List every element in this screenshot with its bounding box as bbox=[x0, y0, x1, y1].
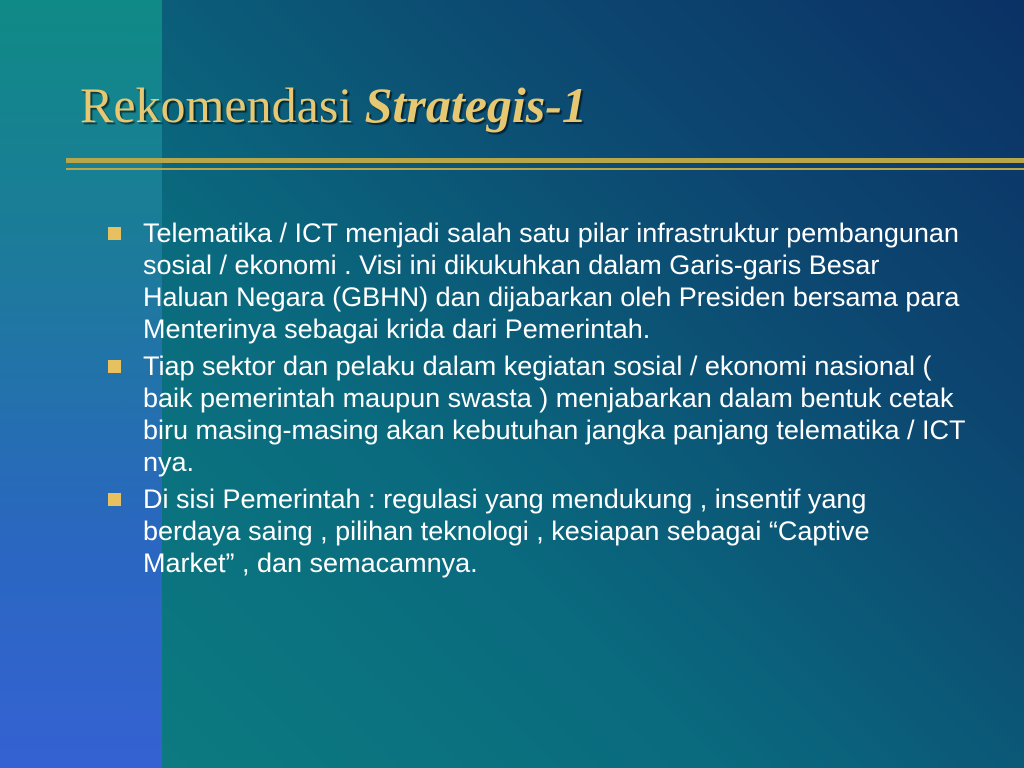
bullet-text: Tiap sektor dan pelaku dalam kegiatan sosial / ekonomi nasional ( baik pemerintah maupun swasta ) menjabarkan dalam bentuk cetak biru masing-masing akan kebutuhan jangka panjang telematika / ICT nya. bbox=[143, 351, 965, 477]
title-divider-thick bbox=[66, 158, 1024, 163]
title-divider-thin bbox=[66, 168, 1024, 170]
bullet-text: Telematika / ICT menjadi salah satu pilar infrastruktur pembangunan sosial / ekonomi . Visi ini dikukuhkan dalam Garis-garis Besar Haluan Negara (GBHN) dan dijabarkan oleh Presiden bersama para Menterinya sebagai krida dari Pemerintah. bbox=[143, 218, 960, 344]
square-bullet-icon bbox=[108, 493, 121, 506]
bullet-item bbox=[104, 217, 966, 345]
title-plain: Rekomendasi bbox=[80, 77, 365, 133]
bullet-item bbox=[104, 350, 966, 478]
square-bullet-icon bbox=[108, 227, 121, 240]
title-accent: Strategis-1 bbox=[364, 77, 587, 133]
bullet-text: Di sisi Pemerintah : regulasi yang mendukung , insentif yang berdaya saing , pilihan teknologi , kesiapan sebagai “Captive Market” , dan semacamnya. bbox=[143, 484, 870, 578]
slide-title bbox=[80, 78, 587, 133]
bullet-item bbox=[104, 483, 966, 579]
bullet-list bbox=[104, 217, 966, 584]
square-bullet-icon bbox=[108, 360, 121, 373]
